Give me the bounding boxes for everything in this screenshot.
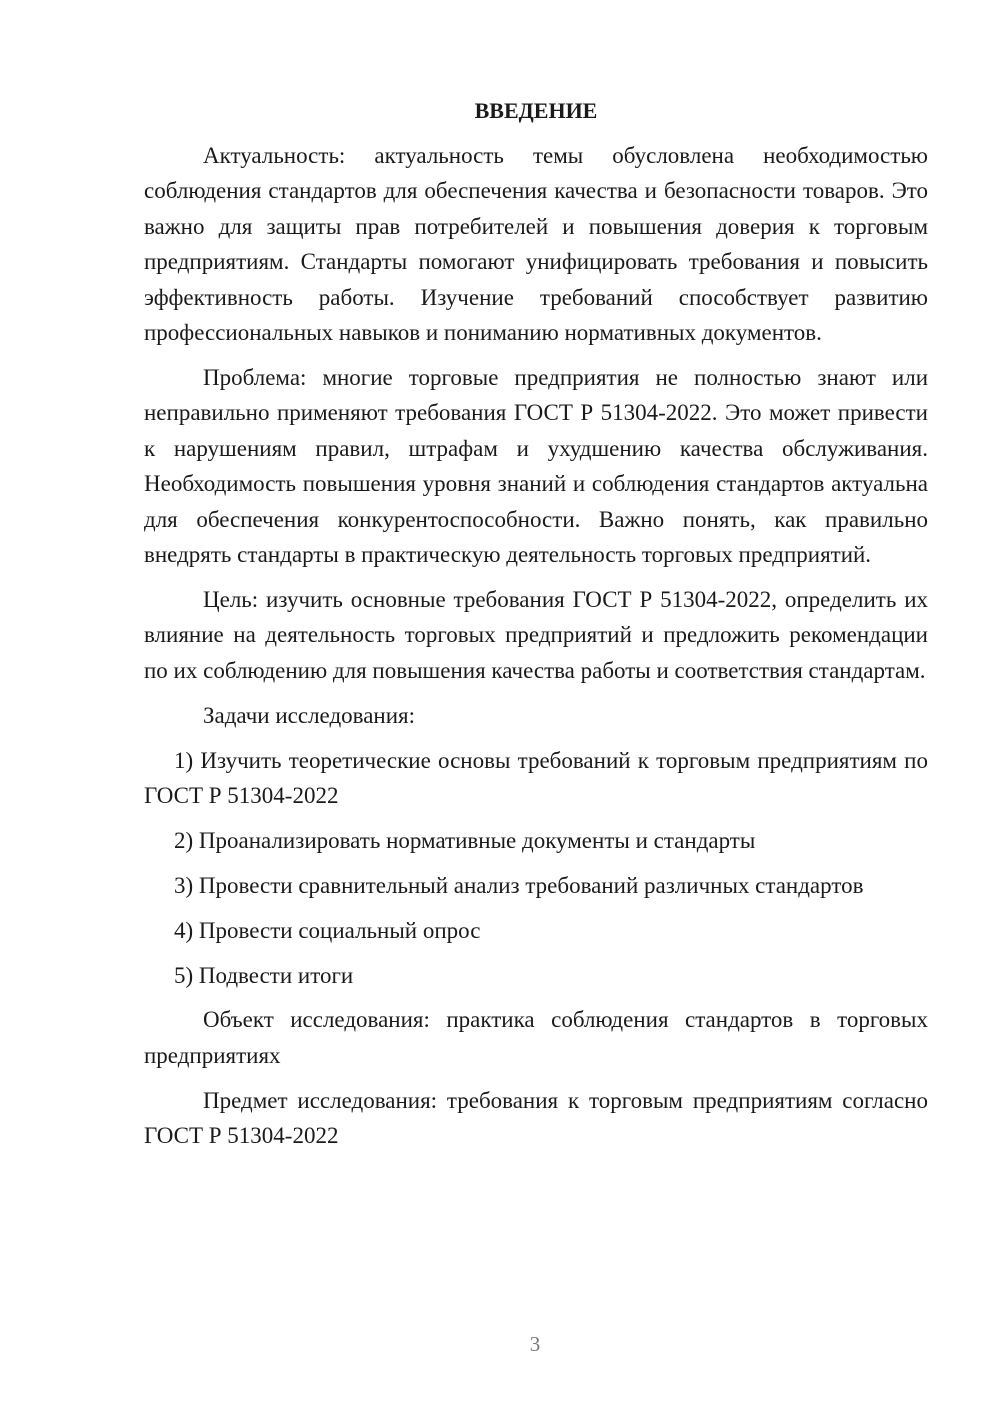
task-item-1: 1) Изучить теоретические основы требований к торговым предприятиям по ГОСТ Р 51304-2022 [144, 747, 928, 808]
task-item-2: 2) Проанализировать нормативные документы и стандарты [174, 827, 756, 853]
tasks-list [144, 743, 928, 993]
page-number: 3 [529, 1332, 541, 1356]
task-item-4: 4) Провести социальный опрос [174, 917, 481, 943]
object-paragraph: Объект исследования: практика соблюдения стандартов в торговых предприятиях [144, 1007, 928, 1068]
problem-paragraph: Проблема: многие торговые предприятия не полностью знают или неправильно применяют требования ГОСТ Р 51304-2022. Это может привести к нарушениям правил, штрафам и ухудшению качества обслуживания. Необходимость повышения уровня знаний и соблюдения стандартов актуальна для обеспечения конкурентоспособности. Важно понять, как правильно внедрять стандарты в практическую деятельность торговых предприятий. [144, 364, 928, 567]
section-heading: ВВЕДЕНИЕ [474, 98, 598, 123]
relevance-paragraph: Актуальность: актуальность темы обусловлена необходимостью соблюдения стандартов для обеспечения качества и безопасности товаров. Это важно для защиты прав потребителей и повышения доверия к торговым предприятиям. Стандарты помогают унифицировать требования и повысить эффективность работы. Изучение требований способствует развитию профессиональных навыков и пониманию нормативных документов. [144, 143, 928, 346]
subject-paragraph: Предмет исследования: требования к торговым предприятиям согласно ГОСТ Р 51304-2022 [144, 1087, 928, 1149]
task-item-5: 5) Подвести итоги [174, 962, 354, 988]
task-item-3: 3) Провести сравнительный анализ требований различных стандартов [174, 872, 864, 898]
tasks-label: Задачи исследования: [203, 702, 416, 728]
goal-paragraph: Цель: изучить основные требования ГОСТ Р 51304-2022, определить их влияние на деятельность торговых предприятий и предложить рекомендации по их соблюдению для повышения качества работы и соответствия стандартам. [144, 586, 928, 683]
page-content [144, 94, 928, 1163]
